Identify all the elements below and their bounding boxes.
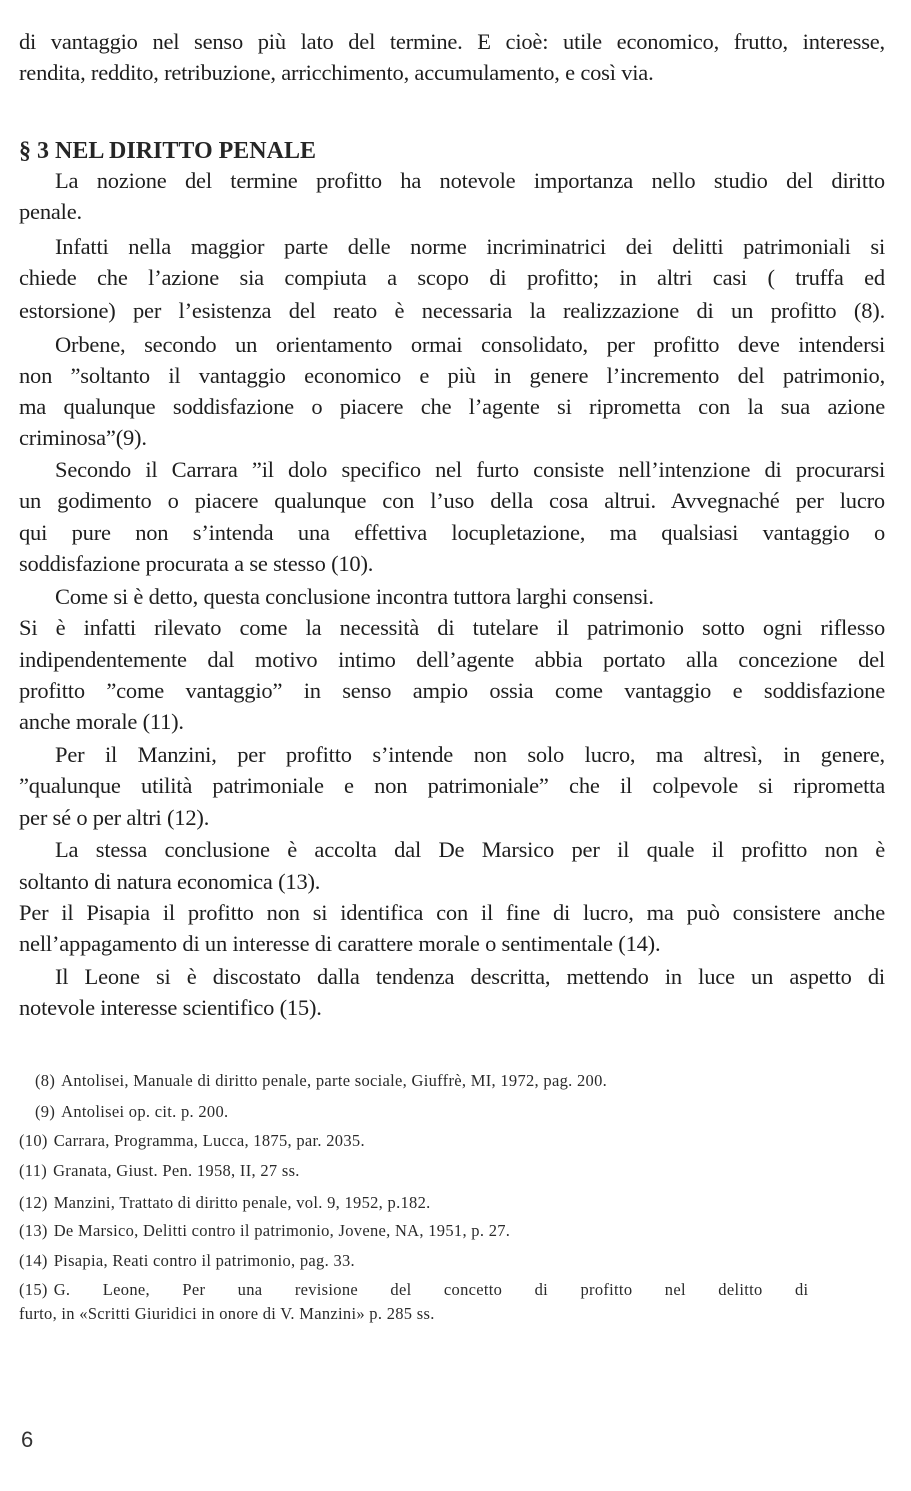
footnote-text: Antolisei op. cit. p. 200. — [61, 1102, 229, 1121]
intro-line: rendita, reddito, retribuzione, arricchimento, accumulamento, e così via. — [19, 60, 654, 85]
footnote — [35, 1101, 228, 1123]
footnote-number: (12) — [19, 1193, 48, 1212]
body-line: soltanto di natura economica (13). — [19, 869, 321, 894]
footnote-text: De Marsico, Delitti contro il patrimonio, Jovene, NA, 1951, p. 27. — [53, 1221, 511, 1240]
body-line: un godimento o piacere qualunque con l’uso della cosa altrui. Avvegnaché per lucro — [19, 488, 885, 513]
intro-line: di vantaggio nel senso più lato del termine. E cioè: utile economico, frutto, interesse, — [19, 29, 885, 54]
body-line: profitto ”come vantaggio” in senso ampio ossia come vantaggio e soddisfazione — [19, 678, 885, 703]
body-line: nell’appagamento di un interesse di carattere morale o sentimentale (14). — [19, 931, 661, 956]
footnote — [35, 1070, 607, 1092]
footnote-text: Carrara, Programma, Lucca, 1875, par. 2035. — [53, 1131, 365, 1150]
body-line: ma qualunque soddisfazione o piacere che l’agente si riprometta con la sua azione — [19, 394, 885, 419]
footnote — [19, 1192, 431, 1214]
body-line: Orbene, secondo un orientamento ormai consolidato, per profitto deve intendersi — [55, 332, 885, 357]
footnote-text: Antolisei, Manuale di diritto penale, parte sociale, Giuffrè, MI, 1972, pag. 200. — [61, 1071, 608, 1090]
footnote-number: (15) — [19, 1280, 48, 1299]
body-line: soddisfazione procurata a se stesso (10). — [19, 551, 374, 576]
body-line: indipendentemente dal motivo intimo dell’agente abbia portato alla concezione del — [19, 647, 885, 672]
body-line: La stessa conclusione è accolta dal De Marsico per il quale il profitto non è — [55, 837, 885, 862]
body-line: criminosa”(9). — [19, 425, 147, 450]
body-line: penale. — [19, 199, 82, 224]
footnote-number: (8) — [35, 1071, 56, 1090]
page-number: 6 — [21, 1427, 34, 1452]
body-line: Per il Pisapia il profitto non si identifica con il fine di lucro, ma può consistere anche — [19, 900, 885, 925]
footnote — [19, 1130, 365, 1152]
footnote — [19, 1220, 510, 1242]
footnote-number: (13) — [19, 1221, 48, 1240]
footnote-text: G. Leone, Per una revisione del concetto di profitto nel delitto di — [53, 1280, 809, 1299]
body-line: per sé o per altri (12). — [19, 805, 210, 830]
body-line: Per il Manzini, per profitto s’intende non solo lucro, ma altresì, in genere, — [55, 742, 885, 767]
footnote — [19, 1279, 889, 1301]
footnote — [19, 1250, 355, 1272]
footnote-number: (9) — [35, 1102, 56, 1121]
body-line: notevole interesse scientifico (15). — [19, 995, 322, 1020]
body-line: La nozione del termine profitto ha notevole importanza nello studio del diritto — [55, 168, 885, 193]
footnote — [19, 1160, 300, 1182]
body-line: estorsione) per l’esistenza del reato è necessaria la realizzazione di un profitto (8). — [19, 298, 885, 323]
body-line: non ”soltanto il vantaggio economico e più in genere l’incremento del patrimonio, — [19, 363, 885, 388]
body-line: qui pure non s’intenda una effettiva locupletazione, ma qualsiasi vantaggio o — [19, 520, 885, 545]
footnote-number: (14) — [19, 1251, 48, 1270]
body-line: anche morale (11). — [19, 709, 184, 734]
footnote-continuation: furto, in «Scritti Giuridici in onore di V. Manzini» p. 285 ss. — [19, 1304, 435, 1323]
body-line: Secondo il Carrara ”il dolo specifico nel furto consiste nell’intenzione di procurarsi — [55, 457, 885, 482]
footnote-number: (10) — [19, 1131, 48, 1150]
body-line: Il Leone si è discostato dalla tendenza descritta, mettendo in luce un aspetto di — [55, 964, 885, 989]
body-line: chiede che l’azione sia compiuta a scopo di profitto; in altri casi ( truffa ed — [19, 265, 885, 290]
footnote-text: Manzini, Trattato di diritto penale, vol. 9, 1952, p.182. — [53, 1193, 431, 1212]
body-line: Si è infatti rilevato come la necessità di tutelare il patrimonio sotto ogni riflesso — [19, 615, 885, 640]
body-line: ”qualunque utilità patrimoniale e non patrimoniale” che il colpevole si riprometta — [19, 773, 885, 798]
footnote-text: Granata, Giust. Pen. 1958, II, 27 ss. — [53, 1161, 300, 1180]
section-heading: § 3 NEL DIRITTO PENALE — [19, 138, 316, 164]
body-line: Come si è detto, questa conclusione incontra tuttora larghi consensi. — [55, 584, 654, 609]
footnote-number: (11) — [19, 1161, 48, 1180]
body-line: Infatti nella maggior parte delle norme incriminatrici dei delitti patrimoniali si — [55, 234, 885, 259]
footnote-text: Pisapia, Reati contro il patrimonio, pag. 33. — [53, 1251, 355, 1270]
